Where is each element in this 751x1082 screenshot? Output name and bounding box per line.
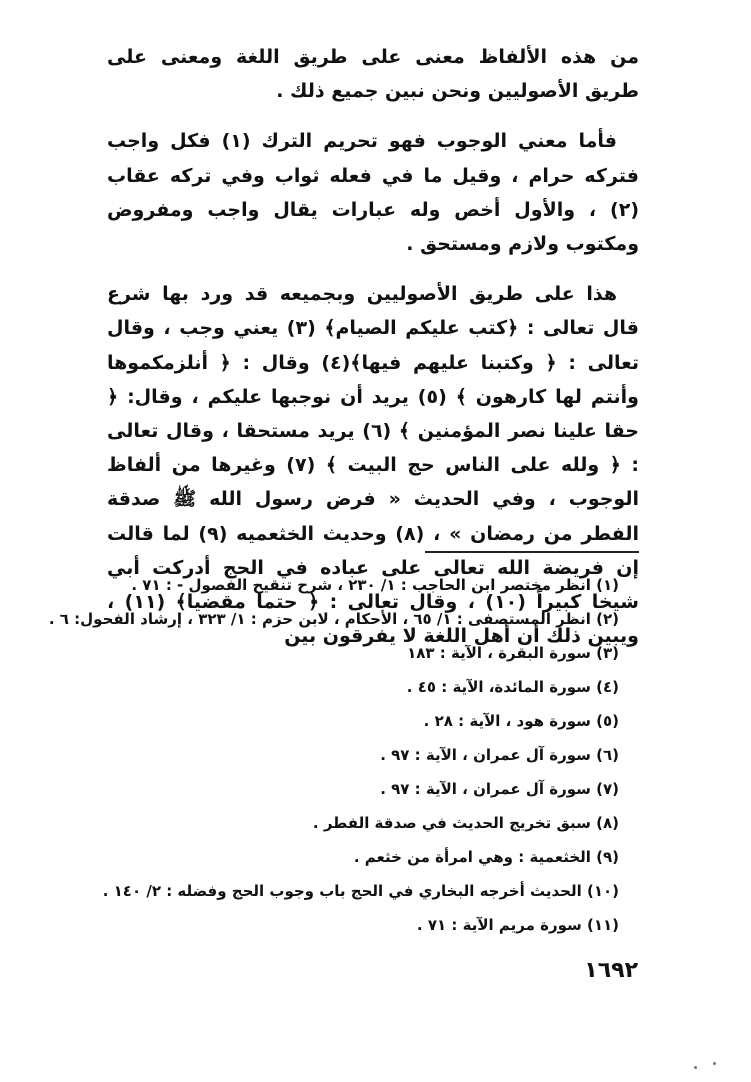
footnotes-list <box>48 568 619 942</box>
footnote-5: (٥) سورة هود ، الآية : ٢٨ . <box>423 712 619 730</box>
scan-speck <box>694 1066 697 1069</box>
page-number: ١٦٩٢ <box>584 958 638 983</box>
footnote-1: (١) انظر مختصر ابن الحاجب : ١/ ٢٣٠ ، شرح تنقيح الفصول - : ٧١ . <box>131 576 619 594</box>
footnote-6: (٦) سورة آل عمران ، الآية : ٩٧ . <box>380 746 619 764</box>
footnote-2: (٢) انظر المستصفى : ١/ ٦٥ ، الأحكام ، لابن حزم : ١/ ٣٢٣ ، إرشاد الفحول: ٦ . <box>48 610 619 628</box>
paragraph-1: من هذه الألفاظ معنى على طريق اللغة ومعنى على طريق الأصوليين ونحن نبين جميع ذلك . <box>107 46 639 103</box>
paragraph-2: فأما معني الوجوب فهو تحريم الترك (١) فكل واجب فتركه حرام ، وقيل ما في فعله ثواب وفي تركه عقاب (٢) ، والأول أخص وله عبارات يقال واجب ومفروض ومكتوب ولازم ومستحق . <box>107 130 639 256</box>
footnote-11: (١١) سورة مريم الآية : ٧١ . <box>416 916 619 934</box>
footnote-9: (٩) الخثعمية : وهي امرأة من خثعم . <box>353 848 619 866</box>
paragraph-3: هذا على طريق الأصوليين وبجميعه قد ورد بها شرع قال تعالى : ﴿كتب عليكم الصيام﴾ (٣) يعني وجب ، وقال تعالى : ﴿ وكتبنا عليهم فيها﴾(٤) وقال : ﴿ أنلزمكموها وأنتم لها كارهون ﴾ (٥) يريد أن نوجبها عليكم ، وقال: ﴿ حقا علينا نصر المؤمنين ﴾ (٦) يريد مستحقا ، وقال تعالى : ﴿ ولله على الناس حج البيت ﴾ (٧) وغيرها من ألفاظ الوجوب ، وفي الحديث « فرض رسول الله ﷺ صدقة الفطر من رمضان » ، (٨) وحديث الخثعميه (٩) لما قالت إن فريضة الله تعالى على عباده في الحج أدركت أبي شيخا كبيراً (١٠) ، وقال تعالى : ﴿ حتما مقضيا﴾ (١١) ، ويبين ذلك أن أهل اللغة لا يفرقون بين <box>107 283 639 648</box>
footnote-7: (٧) سورة آل عمران ، الآية : ٩٧ . <box>380 780 619 798</box>
footnote-divider <box>425 551 639 553</box>
footnote-4: (٤) سورة المائدة، الآية : ٤٥ . <box>406 678 619 696</box>
scan-speck <box>713 1062 716 1065</box>
footnote-10: (١٠) الحديث أخرجه البخاري في الحج باب وجوب الحج وفضله : ٢/ ١٤٠ . <box>102 882 619 900</box>
footnote-3: (٣) سورة البقرة ، الآية : ١٨٣ <box>407 644 619 662</box>
footnote-8: (٨) سبق تخريج الحديث في صدقة الفطر . <box>312 814 619 832</box>
